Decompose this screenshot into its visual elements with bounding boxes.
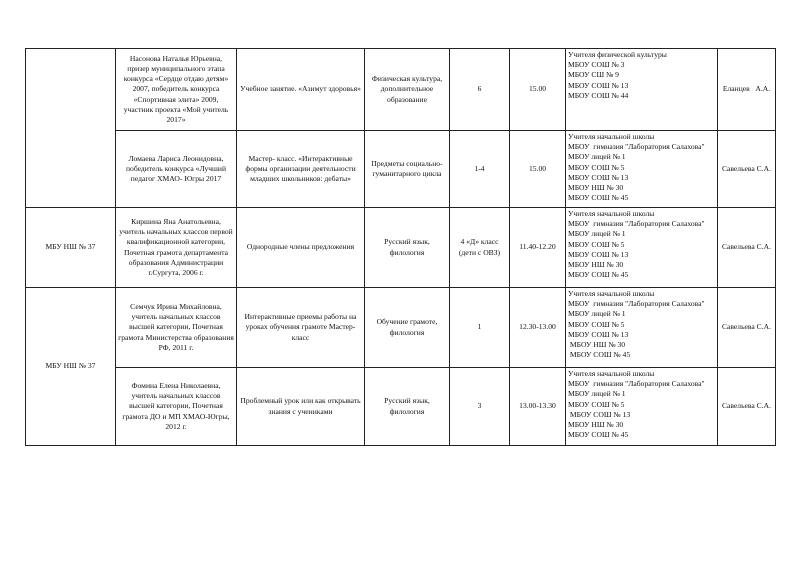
audience-item: МБОУ СОШ № 13 xyxy=(568,172,629,182)
audience-item: Учителя физической культуры xyxy=(568,50,667,59)
subject-cell: Предметы социально-гуманитарного цикла xyxy=(365,131,450,208)
table-row xyxy=(26,288,776,368)
time-cell: 12.30-13.00 xyxy=(510,288,566,368)
audience-item: МБОУ СШ № 9 xyxy=(568,70,619,80)
audience-item: МБОУ НШ № 30 xyxy=(568,260,624,270)
audience-item: МБОУ СОШ № 13 xyxy=(568,80,629,90)
subject-cell: Русский язык, филология xyxy=(365,208,450,288)
audience-item: МБОУ лицей № 1 xyxy=(568,229,626,239)
audience-item: Учителя начальной школы xyxy=(568,132,655,141)
school-cell: МБУ НШ № 37 xyxy=(26,208,116,288)
audience-item: МБОУ СОШ № 5 xyxy=(568,399,625,409)
table-row xyxy=(26,368,776,446)
responsible-cell: Савельева С.А. xyxy=(718,368,776,446)
time-cell: 11.40-12.20 xyxy=(510,208,566,288)
audience-item: МБОУ СОШ № 5 xyxy=(568,239,625,249)
teacher-cell: Фомина Елена Николаевна, учитель начальных классов высшей категории, Почетная грамота ДО и МП ХМАО-Югры, 2012 г. xyxy=(116,368,237,446)
table-row xyxy=(26,49,776,131)
topic-cell: Интерактивные приемы работы на уроках обучения грамоте Мастер-класс xyxy=(237,288,365,368)
audience-cell xyxy=(566,49,718,131)
table-row xyxy=(26,131,776,208)
school-cell: МБУ НШ № 37 xyxy=(26,288,116,446)
topic-cell: Мастер- класс. «Интерактивные формы организации деятельности младших школьников: дебаты» xyxy=(237,131,365,208)
subject-cell: Русский язык, филология xyxy=(365,368,450,446)
audience-cell xyxy=(566,288,718,368)
audience-item: МБОУ НШ № 30 xyxy=(568,183,624,193)
responsible-cell: Еланцев А.А. xyxy=(718,49,776,131)
teacher-cell: Семчук Ирина Михайловна, учитель начальных классов высшей категории, Почетная грамота Министерства образования РФ, 2011 г. xyxy=(116,288,237,368)
teacher-cell: Киршина Яна Анатольевна, учитель начальных классов первой квалификационной категории, Почетная грамота департамента образования Администрации г.Сургута, 2006 г. xyxy=(116,208,237,288)
audience-item: МБОУ гимназия "Лаборатория Салахова" xyxy=(568,379,705,389)
audience-item: МБОУ гимназия "Лаборатория Салахова" xyxy=(568,219,705,229)
time-cell: 13.00-13.30 xyxy=(510,368,566,446)
audience-cell xyxy=(566,131,718,208)
subject-cell: Обучение грамоте, филология xyxy=(365,288,450,368)
audience-item: Учителя начальной школы xyxy=(568,289,655,298)
audience-item: МБОУ СОШ № 45 xyxy=(568,193,629,203)
grade-cell: 6 xyxy=(450,49,510,131)
audience-item: МБОУ лицей № 1 xyxy=(568,309,626,319)
audience-cell xyxy=(566,208,718,288)
audience-item: МБОУ СОШ № 45 xyxy=(568,350,631,360)
topic-cell: Проблемный урок или как открывать знания с учениками xyxy=(237,368,365,446)
time-cell: 15.00 xyxy=(510,49,566,131)
audience-item: МБОУ СОШ № 13 xyxy=(568,249,629,259)
responsible-cell: Савельева С.А. xyxy=(718,208,776,288)
grade-cell: 1-4 xyxy=(450,131,510,208)
responsible-cell: Савельева С.А. xyxy=(718,288,776,368)
audience-item: МБОУ СОШ № 13 xyxy=(568,409,631,419)
subject-cell: Физическая культура, дополнительное образование xyxy=(365,49,450,131)
table-row xyxy=(26,208,776,288)
events-table xyxy=(25,48,776,446)
audience-item: МБОУ НШ № 30 xyxy=(568,420,624,430)
audience-item: МБОУ СОШ № 13 xyxy=(568,329,629,339)
grade-cell: 3 xyxy=(450,368,510,446)
responsible-cell: Савельева С.А. xyxy=(718,131,776,208)
teacher-cell: Насонова Наталья Юрьевна, призер муниципального этапа конкурса «Сердце отдаю детям» 2007, победитель конкурса «Спортивная элита» 2009, участник проекта «Мой учитель 2017» xyxy=(116,49,237,131)
time-cell: 15.00 xyxy=(510,131,566,208)
school-cell xyxy=(26,49,116,208)
audience-item: МБОУ СОШ № 45 xyxy=(568,430,629,440)
topic-cell: Однородные члены предложения xyxy=(237,208,365,288)
audience-item: МБОУ НШ № 30 xyxy=(568,340,626,350)
teacher-cell: Ломаева Лариса Леонидовна, победитель конкурса «Лучший педагог ХМАО- Югры 2017 xyxy=(116,131,237,208)
grade-cell: 4 «Д» класс (дети с ОВЗ) xyxy=(450,208,510,288)
grade-cell: 1 xyxy=(450,288,510,368)
audience-item: МБОУ СОШ № 44 xyxy=(568,90,629,100)
audience-item: МБОУ гимназия "Лаборатория Салахова" xyxy=(568,142,705,152)
audience-cell xyxy=(566,368,718,446)
audience-item: МБОУ СОШ № 5 xyxy=(568,319,625,329)
audience-item: МБОУ СОШ № 3 xyxy=(568,60,625,70)
audience-item: МБОУ лицей № 1 xyxy=(568,152,626,162)
audience-item: МБОУ СОШ № 45 xyxy=(568,270,629,280)
topic-cell: Учебное занятие. «Азимут здоровья» xyxy=(237,49,365,131)
audience-item: Учителя начальной школы xyxy=(568,369,655,378)
audience-item: МБОУ гимназия "Лаборатория Салахова" xyxy=(568,299,705,309)
audience-item: МБОУ СОШ № 5 xyxy=(568,162,625,172)
audience-item: МБОУ лицей № 1 xyxy=(568,389,626,399)
audience-item: Учителя начальной школы xyxy=(568,209,655,218)
